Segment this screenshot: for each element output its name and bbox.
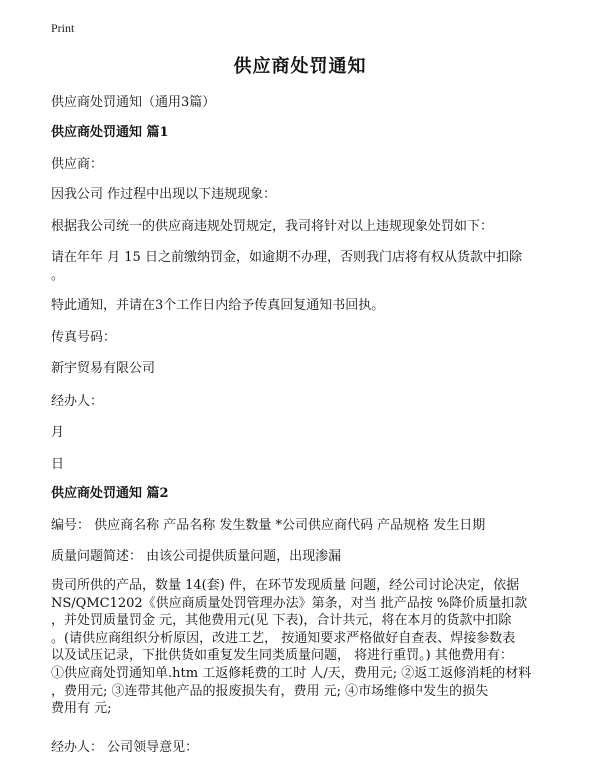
paragraph: 月 (51, 425, 65, 440)
section1-heading: 供应商处罚通知 篇1 (51, 125, 169, 140)
paragraph: 新宇贸易有限公司 (51, 361, 156, 376)
paragraph: 日 (51, 457, 65, 472)
paragraph: 供应商： (51, 157, 104, 172)
paragraph: 传真号码： (51, 330, 117, 345)
body-line: ①供应商处罚通知单.htm 工返修耗费的工时 人/天，费用元; ②返工返修消耗的材料 (51, 665, 532, 681)
body-line: ，费用元; ③连带其他产品的报废损失有，费用 元; ④市场维修中发生的损失 (51, 683, 489, 699)
body-line: 贵司所供的产品，数量 14(套) 件，在环节发现质量 问题，经公司讨论决定，依据 (51, 578, 520, 593)
paragraph: 请在年年 月 15 日之前缴纳罚金，如逾期不办理，否则我门店将有权从货款中扣除 (51, 250, 522, 265)
print-link[interactable]: Print (51, 21, 75, 35)
paragraph: 特此通知，并请在3个工作日内给予传真回复通知书回执。 (51, 298, 385, 313)
page-title: 供应商处罚通知 (233, 56, 367, 77)
section2-heading: 供应商处罚通知 篇2 (51, 486, 169, 501)
paragraph: 根据我公司统一的供应商违规处罚规定，我司将针对以上违规现象处罚如下： (51, 219, 494, 234)
footer-line: 经办人： 公司领导意见： (51, 740, 199, 755)
section2-body (51, 577, 556, 718)
body-line: 费用有 元; (51, 701, 112, 717)
paragraph: 。 (51, 268, 65, 283)
paragraph: 因我公司 作过程中出现以下违规现象： (51, 187, 277, 202)
paragraph: 经办人： (51, 394, 104, 409)
issue-line: 质量问题简述： 由该公司提供质量问题，出现渗漏 (51, 549, 342, 564)
body-line: ，并处罚质量罚金 元，其他费用元(见 下表)，合计共元，将在本月的货款中扣除 (51, 613, 512, 629)
fields-line: 编号： 供应商名称 产品名称 发生数量 *公司供应商代码 产品规格 发生日期 (51, 518, 486, 533)
body-line: 。(请供应商组织分析原因，改进工艺， 按通知要求严格做好自查表、焊接参数表 (51, 630, 516, 646)
document-subtitle: 供应商处罚通知（通用3篇） (51, 95, 216, 110)
body-line: NS/QMC1202《供应商质量处罚管理办法》第条，对当 批产品按 %降价质量扣款 (51, 595, 528, 611)
body-line: 以及试压记录，下批供货如重复发生同类质量问题， 将进行重罚。) 其他费用有： (51, 648, 513, 664)
